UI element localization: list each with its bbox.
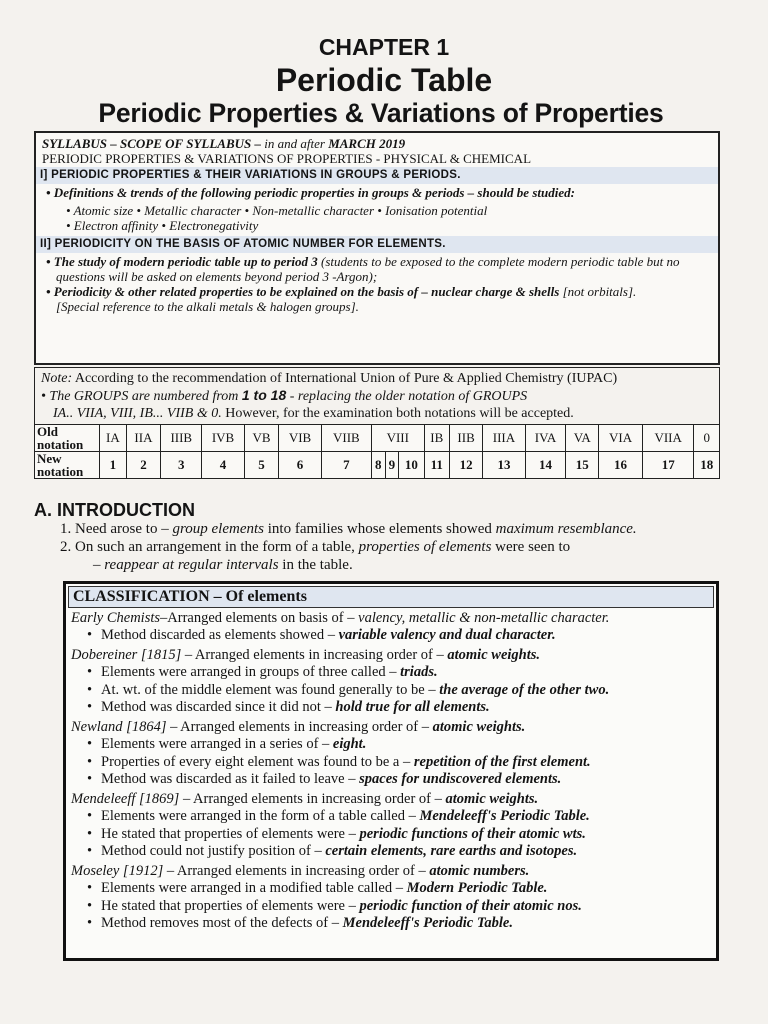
list-item: • He stated that properties of elements were – periodic function of their atomic nos. [71,898,711,916]
table-row [35,452,720,479]
group-notation-table [34,424,720,479]
mendeleeff-entry: Mendeleeff [1869] – Arranged elements in increasing order of – atomic weights. [71,790,539,807]
new-group-cell: 5 [244,452,279,479]
new-group-cell: 11 [424,452,449,479]
new-group-cell: 2 [126,452,161,479]
new-group-cell: 15 [566,452,599,479]
old-group-cell: VIIA [642,425,694,452]
syllabus-section-1: I] PERIODIC PROPERTIES & THEIR VARIATIONS IN GROUPS & PERIODS. [36,167,718,184]
new-group-cell: 17 [642,452,694,479]
old-group-cell: VIII [372,425,425,452]
list-item: • Method was discarded since it did not – hold true for all elements. [71,699,711,717]
new-group-cell: 14 [525,452,566,479]
list-item: • Method could not justify position of – certain elements, rare earths and isotopes. [71,843,711,861]
iupac-note: Note: According to the recommendation of International Union of Pure & Applied Chemistry (IUPAC) • The GROUPS are numbered from 1 to 18 - replacing the older notation of GROUPS IA.. VIIA, VIII, IB... VIIB & 0. However, for the examination both notations will be accepted. [34,367,720,425]
old-group-cell: IVA [525,425,566,452]
list-item: • Elements were arranged in a series of – eight. [71,736,711,754]
new-group-cell: 7 [321,452,371,479]
old-group-cell: IIB [449,425,482,452]
old-group-cell: IVB [202,425,244,452]
list-item: • Properties of every eight element was found to be a – repetition of the first element. [71,754,711,772]
syllabus-box [34,131,720,365]
list-item: • Method was discarded as it failed to leave – spaces for undiscovered elements. [71,771,711,789]
new-group-cell: 1 [100,452,127,479]
classification-heading: CLASSIFICATION – Of elements [68,586,714,608]
syllabus-special: [Special reference to the alkali metals & halogen groups]. [56,299,359,314]
syllabus-periodicity: • Periodicity & other related properties to be explained on the basis of – nuclear charge & shells [not orbitals]. [46,284,637,299]
new-group-cell: 8 [372,452,386,479]
page-subtitle: Periodic Properties & Variations of Properties [98,98,664,128]
old-group-cell: IIIA [483,425,525,452]
introduction-heading: A. INTRODUCTION [34,500,195,520]
table-row [35,425,720,452]
moseley-entry: Moseley [1912] – Arranged elements in increasing order of – atomic numbers. [71,862,530,879]
syllabus-section-2: II] PERIODICITY ON THE BASIS OF ATOMIC NUMBER FOR ELEMENTS. [36,236,718,253]
old-group-cell: VIIB [321,425,371,452]
list-item-continued: – reappear at regular intervals in the table. [93,557,353,573]
new-group-cell: 16 [599,452,643,479]
list-item: • Method removes most of the defects of – Mendeleeff's Periodic Table. [71,915,711,933]
syllabus-study: • The study of modern periodic table up to period 3 (students to be exposed to the complete modern periodic table but no questions will be asked on elements beyond period 3 -Argon); [46,254,680,284]
new-group-cell: 4 [202,452,244,479]
new-group-cell: 3 [161,452,202,479]
old-group-cell: IIA [126,425,161,452]
old-group-cell: IA [100,425,127,452]
new-group-cell: 12 [449,452,482,479]
old-group-cell: 0 [694,425,720,452]
new-group-cell: 9 [385,452,399,479]
old-notation-label: Old notation [35,425,100,452]
list-item: • Elements were arranged in a modified table called – Modern Periodic Table. [71,880,711,898]
classification-box [63,581,719,961]
old-group-cell: IIIB [161,425,202,452]
early-chemists-entry: Early Chemists–Arranged elements on basis of – valency, metallic & non-metallic character. [71,609,610,626]
list-item: • He stated that properties of elements were – periodic functions of their atomic wts. [71,826,711,844]
new-group-cell: 18 [694,452,720,479]
newland-entry: Newland [1864] – Arranged elements in increasing order of – atomic weights. [71,718,526,735]
syllabus-definitions: • Definitions & trends of the following periodic properties in groups & periods – should be studied: [46,185,575,200]
list-item: • Elements were arranged in groups of three called – triads. [71,664,711,682]
syllabus-heading: SYLLABUS – SCOPE OF SYLLABUS – in and after MARCH 2019 [42,136,406,151]
list-item: • At. wt. of the middle element was found generally to be – the average of the other two. [71,682,711,700]
old-group-cell: VB [244,425,279,452]
syllabus-properties-2: • Electron affinity • Electronegativity [66,218,259,233]
page-title: Periodic Table [275,62,493,98]
list-item: 2. On such an arrangement in the form of a table, properties of elements were seen to [60,539,571,555]
introduction-list [60,520,725,574]
new-group-cell: 6 [279,452,321,479]
list-item: • Elements were arranged in the form of a table called – Mendeleeff's Periodic Table. [71,808,711,826]
old-group-cell: VIB [279,425,321,452]
list-item: 1. Need arose to – group elements into families whose elements showed maximum resemblance. [60,521,637,537]
dobereiner-entry: Dobereiner [1815] – Arranged elements in increasing order of – atomic weights. [71,646,541,663]
old-group-cell: IB [424,425,449,452]
old-group-cell: VA [566,425,599,452]
new-group-cell: 10 [399,452,424,479]
list-item: • Method discarded as elements showed – variable valency and dual character. [71,627,711,645]
new-group-cell: 13 [483,452,525,479]
syllabus-properties-1: • Atomic size • Metallic character • Non-metallic character • Ionisation potential [66,203,488,218]
new-notation-label: New notation [35,452,100,479]
chapter-label: CHAPTER 1 [318,34,450,60]
old-group-cell: VIA [599,425,643,452]
syllabus-subheading: PERIODIC PROPERTIES & VARIATIONS OF PROPERTIES - PHYSICAL & CHEMICAL [42,151,532,166]
